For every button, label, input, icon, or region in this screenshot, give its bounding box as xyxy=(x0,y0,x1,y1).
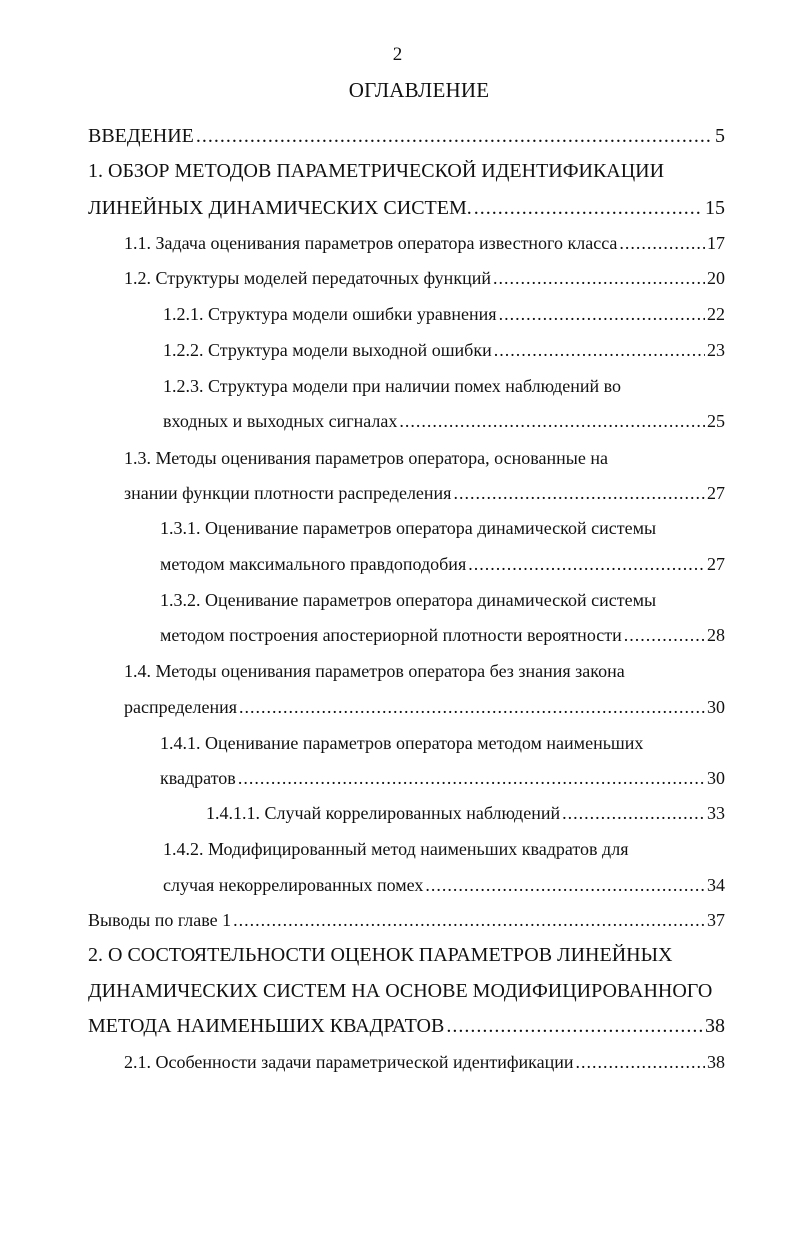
toc-entry-page: 37 xyxy=(707,910,725,930)
leader-dots xyxy=(468,554,705,575)
toc-entry-text: методом построения апостериорной плотности вероятности xyxy=(160,625,622,645)
toc-entry-page: 20 xyxy=(707,268,725,288)
toc-entry-1-4-1-1[interactable] xyxy=(206,803,725,824)
leader-dots xyxy=(196,125,713,148)
toc-entry-chapter-2[interactable] xyxy=(88,1015,725,1038)
toc-entry-text: Выводы по главе 1 xyxy=(88,910,232,930)
leader-dots xyxy=(474,197,703,220)
toc-entry-chapter-1-title[interactable]: 1. ОБЗОР МЕТОДОВ ПАРАМЕТРИЧЕСКОЙ ИДЕНТИФИКАЦИИ xyxy=(88,160,665,182)
toc-entry-1-4-title[interactable]: 1.4. Методы оценивания параметров оператора без знания закона xyxy=(124,661,625,681)
toc-entry-1-3-1[interactable] xyxy=(160,554,725,575)
toc-entry-text: 1.2. Структуры моделей передаточных функций xyxy=(124,268,491,288)
leader-dots xyxy=(576,1052,705,1073)
leader-dots xyxy=(619,233,705,254)
toc-entry-text: методом максимального правдоподобия xyxy=(160,554,467,574)
toc-entry-1-4-2-title[interactable]: 1.4.2. Модифицированный метод наименьших квадратов для xyxy=(163,839,629,859)
toc-entry-1-3[interactable] xyxy=(124,483,725,504)
toc-entry-page: 34 xyxy=(707,875,725,895)
toc-entry-page: 30 xyxy=(707,697,725,717)
toc-entry-page: 38 xyxy=(705,1015,725,1037)
toc-entry-1-3-1-title[interactable]: 1.3.1. Оценивание параметров оператора динамической системы xyxy=(160,518,657,538)
toc-entry-1-4-2[interactable] xyxy=(163,875,725,896)
toc-entry-text: квадратов xyxy=(160,768,236,788)
leader-dots xyxy=(499,304,705,325)
toc-entry-text: случая некоррелированных помех xyxy=(163,875,424,895)
toc-entry-text: ЛИНЕЙНЫХ ДИНАМИЧЕСКИХ СИСТЕМ. xyxy=(88,197,472,219)
toc-entry-2-1[interactable] xyxy=(124,1052,725,1073)
toc-entry-intro[interactable] xyxy=(88,125,725,148)
toc-entry-text: распределения xyxy=(124,697,238,717)
toc-entry-text: МЕТОДА НАИМЕНЬШИХ КВАДРАТОВ xyxy=(88,1015,445,1037)
toc-entry-text: 1.1. Задача оценивания параметров оператора известного класса xyxy=(124,233,618,253)
toc-entry-1-2-3[interactable] xyxy=(163,411,725,432)
page-number: 2 xyxy=(392,44,403,65)
toc-entry-1-3-2-title[interactable]: 1.3.2. Оценивание параметров оператора динамической системы xyxy=(160,590,657,610)
toc-entry-page: 33 xyxy=(707,803,725,823)
toc-entry-page: 17 xyxy=(707,233,725,253)
toc-entry-text: ВВЕДЕНИЕ xyxy=(88,125,194,147)
toc-title: ОГЛАВЛЕНИЕ xyxy=(348,78,490,102)
toc-entry-page: 27 xyxy=(707,554,725,574)
toc-entry-text: 1.4.1.1. Случай коррелированных наблюдений xyxy=(206,803,561,823)
toc-entry-1-3-title[interactable]: 1.3. Методы оценивания параметров оператора, основанные на xyxy=(124,448,608,468)
leader-dots xyxy=(562,803,705,824)
leader-dots xyxy=(624,625,705,646)
toc-entry-1-4[interactable] xyxy=(124,697,725,718)
toc-entry-1-2-1[interactable] xyxy=(163,304,725,325)
leader-dots xyxy=(233,910,705,931)
toc-entry-1-3-2[interactable] xyxy=(160,625,725,646)
leader-dots xyxy=(238,768,705,789)
toc-entry-text: знании функции плотности распределения xyxy=(124,483,452,503)
toc-entry-page: 28 xyxy=(707,625,725,645)
toc-entry-page: 22 xyxy=(707,304,725,324)
toc-entry-1-2-2[interactable] xyxy=(163,340,725,361)
leader-dots xyxy=(446,1015,703,1038)
toc-entry-page: 30 xyxy=(707,768,725,788)
toc-entry-chapter-2-title-2[interactable]: ДИНАМИЧЕСКИХ СИСТЕМ НА ОСНОВЕ МОДИФИЦИРОВАННОГО xyxy=(88,980,713,1002)
toc-entry-text: входных и выходных сигналах xyxy=(163,411,398,431)
leader-dots xyxy=(494,340,705,361)
toc-entry-1-2-3-title[interactable]: 1.2.3. Структура модели при наличии помех наблюдений во xyxy=(163,376,622,396)
toc-entry-chapter-1[interactable] xyxy=(88,197,725,220)
toc-entry-page: 5 xyxy=(715,125,725,147)
toc-entry-page: 23 xyxy=(707,340,725,360)
toc-entry-1-4-1-title[interactable]: 1.4.1. Оценивание параметров оператора методом наименьших xyxy=(160,733,644,753)
leader-dots xyxy=(399,411,705,432)
toc-entry-page: 38 xyxy=(707,1052,725,1072)
toc-entry-1-2[interactable] xyxy=(124,268,725,289)
toc-entry-1-4-1[interactable] xyxy=(160,768,725,789)
toc-entry-text: 2.1. Особенности задачи параметрической идентификации xyxy=(124,1052,574,1072)
toc-entry-page: 15 xyxy=(705,197,725,219)
leader-dots xyxy=(453,483,705,504)
toc-entry-chapter-2-title-1[interactable]: 2. О СОСТОЯТЕЛЬНОСТИ ОЦЕНОК ПАРАМЕТРОВ ЛИНЕЙНЫХ xyxy=(88,944,673,966)
toc-entry-text: 1.2.1. Структура модели ошибки уравнения xyxy=(163,304,497,324)
toc-entry-page: 27 xyxy=(707,483,725,503)
toc-entry-page: 25 xyxy=(707,411,725,431)
leader-dots xyxy=(239,697,705,718)
leader-dots xyxy=(425,875,705,896)
leader-dots xyxy=(493,268,705,289)
toc-entry-text: 1.2.2. Структура модели выходной ошибки xyxy=(163,340,492,360)
toc-entry-conclusions-1[interactable] xyxy=(88,910,725,931)
toc-entry-1-1[interactable] xyxy=(124,233,725,254)
